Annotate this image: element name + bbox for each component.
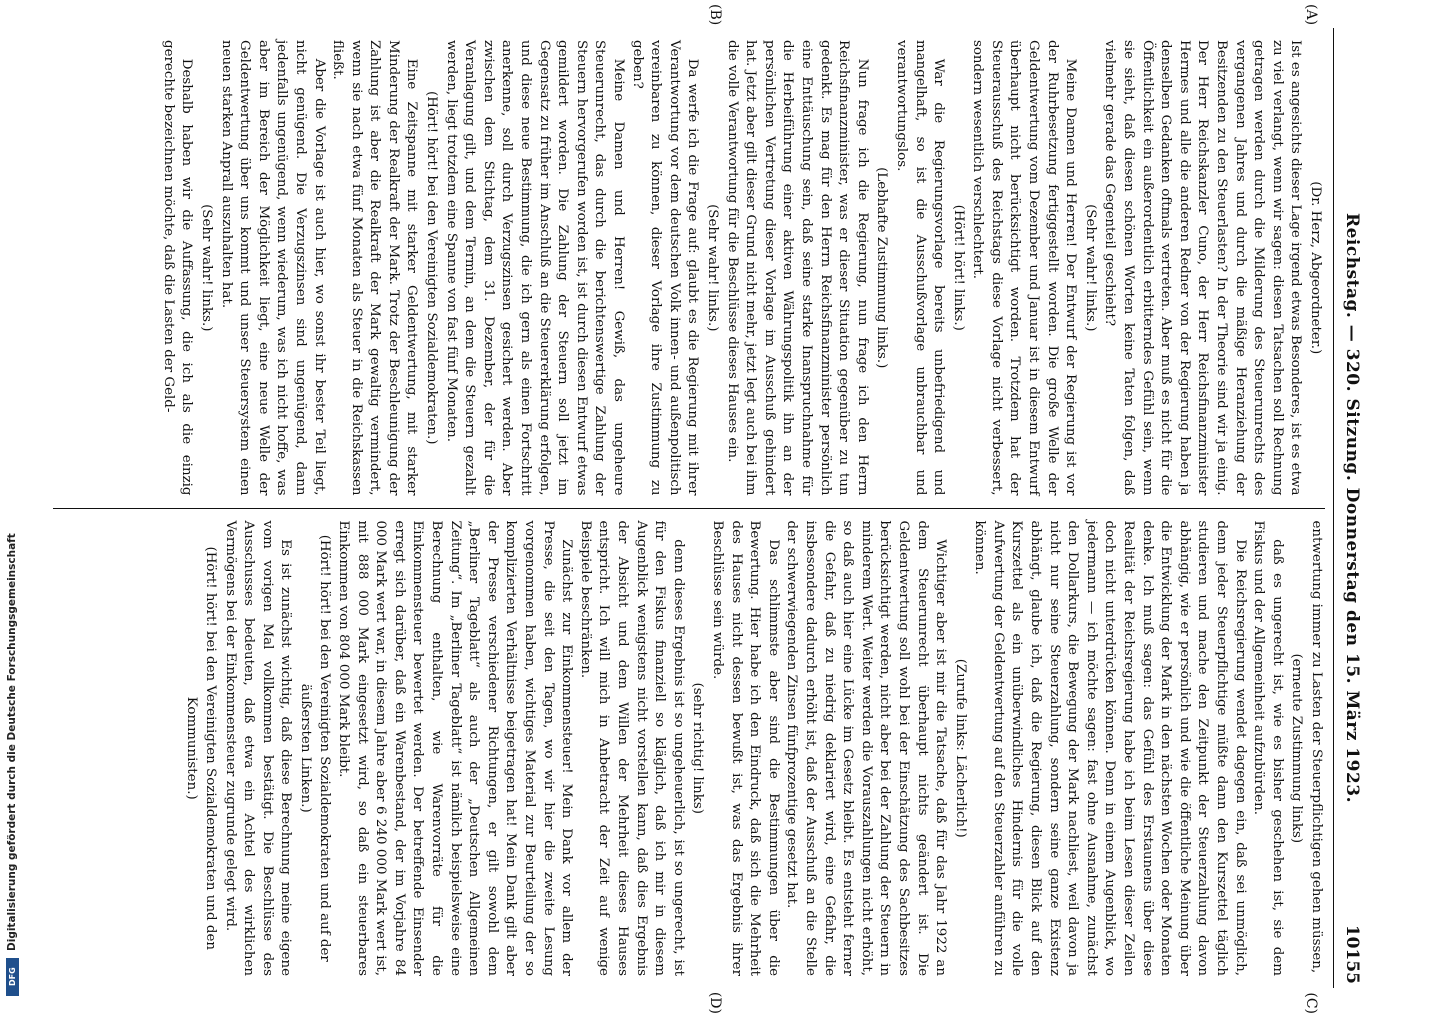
paragraph: (Sehr wahr! links.) bbox=[1082, 204, 1098, 332]
dfg-logo-icon: DFG bbox=[6, 958, 19, 996]
paragraph: Aber die Vorlage ist auch hier, wo sonst ihr bester Teil liegt, nicht genügend. Die Verzugszinsen sind ungenügend, dann jedenfalls ungenügend, wenn wiederum, was ich nicht hoffe, was aber im Bereich der Möglichkeit liegt, eine neue Welle der Geldentwertung über uns kommt und unser Steuersystem einen neuen starken Anprall auszuhalten hat. bbox=[218, 40, 327, 496]
page-header bbox=[1333, 28, 1372, 988]
paragraph: War die Regierungsvorlage bereits unbefriedigend und mangelhaft, so ist die Ausschußvorlage unbrauchbar und verantwortungslos. bbox=[893, 40, 947, 496]
paragraph: Die Reichsregierung wendet dagegen ein, daß sei unmöglich, denn jeder Steuerpflichtige müßte dann den Kurszettel täglich studieren und mache den Zeitpunkt der Steuerzahlung davon abhängig, wie er persönlich und wie die öffentliche Meinung über die Entwicklung der Mark in den nächsten Wochen oder Monaten denke. Ich muß sagen: das Gefühl des Erstaunens über diese Realität der Reichsregierung habe ich beim Lesen dieser Zeilen doch nicht unterdrücken können. Denn in einem Augenblick, wo jedermann — ich möchte sagen: fast ohne Ausnahme, zunächst den Dollarkurs, die Bewegung der Mark nachliest, weil davon ja nicht nur seine Steuerzahlung, sondern seine ganze Existenz abhängt, glaube ich, daß die Regierung, diesen Blick auf den Kurszettel als ein unüberwindliches Hindernis für die volle Aufwertung der Geldentwertung auf den Steuerzahler anführen zu können. bbox=[972, 520, 1248, 976]
paragraph: Es ist zunächst wichtig, daß diese Berechnung meine eigene vom vorigen Mal vollkommen bestätigt. Die Beschlüsse des Ausschusses bedeuten, daß etwa ein Achtel des wirklichen Vermögens bei der Einkommensteuer zugrunde gelegt wird. bbox=[222, 520, 294, 976]
paragraph: Wichtiger aber ist mir die Tatsache, daß für das Jahr 1922 an dem Steuerunrecht überhaupt nichts geändert ist. Die Geldentwertung soll wohl bei der Einschätzung des Sachbesitzes berücksichtigt werden, nicht aber bei der Zahlung der Steuern in minderem Wert. Weiter werden die Vorauszahlungen nicht erhöht, so daß auch hier eine Lücke im Gesetz bleibt. Es entsteht ferner die Gefahr, daß zu niedrig deklariert wird, eine Gefahr, die insbesondere dadurch erhöht ist, daß der Ausschuß an die Stelle der schwerwiegenden Zinsen fünfprozentige gesetzt hat. bbox=[784, 520, 949, 976]
margin-marker-c: (C) bbox=[1303, 992, 1319, 1014]
margin-marker-a: (A) bbox=[1303, 4, 1319, 26]
running-title: Reichstag. — 320. Sitzung. Donnerstag den 15. März 1923. bbox=[1342, 212, 1362, 804]
credit-text: Digitalisierung gefördert durch die Deutsche Forschungsgemeinschaft bbox=[6, 533, 18, 951]
digitization-credit bbox=[6, 6, 20, 996]
paragraph: Meine Damen und Herren! Der Entwurf der Regierung ist vor der Ruhrbesetzung fertiggestellt worden. Die große Welle der Geldentwertung vom Dezember und Januar ist in diesem Entwurf überhaupt nicht berücksichtigt worden. Trotzdem hat der Steuerausschuß des Reichstags diese Vorlage nicht verbessert, sondern wesentlich verschlechtert. bbox=[970, 40, 1079, 496]
paragraph: (Hört! hört! bei den Vereinigten Sozialdemokraten.) bbox=[424, 90, 440, 445]
paragraph: Ist es angesichts dieser Lage irgend etwas Besonderes, ist es etwa zu viel verlangt, wenn wir sagen: diesen Tatsachen soll Rechnung getragen werden durch die Milderung des Steuerunrechts des vergangenen Jahres und durch die mäßige Heranziehung der Besitzenden zu den Steuerlasten? In der Theorie sind wir ja einig. Der Herr Reichskanzler Cuno, der Herr Reichsfinanzminister Hermes und alle die anderen Redner von der Regierung haben ja denselben Gedanken oftmals vertreten. Aber muß es nicht für die Öffentlichkeit ein außerordentlich erbitterndes Gefühl sein, wenn sie sieht, daß diesen schönen Worten keine Taten folgen, daß vielmehr gerade das Gegenteil geschieht? bbox=[1102, 40, 1304, 496]
document-page bbox=[42, 4, 1372, 1014]
page-number: 10155 bbox=[1342, 924, 1362, 984]
paragraph: Das schlimmste aber sind die Bestimmungen über die Bewertung. Hier habe ich den Eindruck, daß sich die Mehrheit des Hauses nicht dessen bewußt ist, was das Ergebnis ihrer Beschlüsse sein würde. bbox=[710, 520, 781, 976]
paragraph: (erneute Zustimmung links) bbox=[1289, 653, 1305, 844]
paragraph: denn dieses Ergebnis ist so ungeheuerlich, ist so ungerecht, ist für den Fiskus finanziell so kläglich, daß ich mir in diesem Augenblick wenigstens nicht vorstellen kann, daß dies Ergebnis der Absicht und dem Willen der Mehrheit dieses Hauses entspricht. Ich will mich in Anbetracht der Zeit auf wenige Beispiele beschränken. bbox=[577, 520, 686, 976]
paragraph: (Sehr wahr! links.) bbox=[198, 204, 214, 332]
paragraph: Nun frage ich die Regierung, nun frage ich den Herrn Reichsfinanzminister, was er dieser Situation gegenüber zu tun gedenkt. Es mag für den Herrn Reichsfinanzminister persönlich eine Enttäuschung sein, daß seine starke Inanspruchnahme für die Herbeiführung einer aktiven Währungspolitik ihn an der persönlichen Vertretung dieser Vorlage im Ausschuß gehindert hat. Jetzt aber gilt dieser Grund nicht mehr, jetzt legt auch bei ihm die volle Verantwortung für die Beschlüsse dieses Hauses ein. bbox=[724, 40, 870, 496]
paragraph: (Lebhafte Zustimmung links.) bbox=[874, 167, 890, 369]
margin-marker-d: (D) bbox=[707, 991, 723, 1014]
paragraph: (Dr. Herz, Abgeordneter.) bbox=[1308, 181, 1323, 355]
margin-marker-b: (B) bbox=[707, 4, 723, 26]
paragraph: (Sehr wahr! links.) bbox=[705, 204, 720, 332]
paragraph: entwertung immer zu Lasten der Steuerpflichtigen gehen müssen, bbox=[1309, 520, 1324, 974]
text-columns bbox=[53, 4, 1333, 1014]
paragraph: (Hört! hört! bei den Vereinigten Sozialdemokraten und auf der äußersten Linken.) bbox=[297, 534, 332, 962]
left-column bbox=[53, 28, 1333, 508]
paragraph: daß es ungerecht ist, wie es bisher geschehen ist, sie dem Fiskus und der Allgemeinheit aufzubürden. bbox=[1251, 520, 1285, 976]
paragraph: Da werfe ich die Frage auf: glaubt es die Regierung mit ihrer Verantwortung vor dem deutschen Volk innen- und außenpolitisch vereinbaren zu können, dieser Vorlage ihre Zustimmung zu geben? bbox=[629, 40, 701, 496]
paragraph: Eine Zeitspanne mit starker Geldentwertung, mit starker Minderung der Realkraft der Mark. Trotz der Beschleunigung der Zahlung ist aber die Realkraft der Mark gewaltig vermindert, wenn sie nach etwa fünf Monaten als Steuer in die Reichskassen fließt. bbox=[330, 40, 420, 496]
paragraph: (Hört! hört! links.) bbox=[950, 204, 966, 331]
paragraph: (Zurufe links: Lächerlich!) bbox=[952, 658, 968, 838]
paragraph: Zunächst zur Einkommensteuer! Mein Dank vor allem der Presse, die seit den Tagen, wo wir hier die zweite Lesung vorgenommen haben, wichtiges Material zur Beurteilung der so komplizierten Verhältnisse beigetragen hat! Mein Dank gilt aber der Presse verschiedener Richtungen, er gilt sowohl dem „Berliner Tageblatt“ als auch der „Deutschen Allgemeinen Zeitung“. Im „Berliner Tageblatt“ ist nämlich beispielsweise eine Berechnung enthalten, wie Warenvorräte für die Einkommensteuer bewertet werden. Der betreffende Einsender erregt sich darüber, daß ein Warenbestand, der im Vorjahre 84 000 Mark wert war, in diesem Jahre aber 6 240 000 Mark wert ist, mit 888 000 Mark eingesetzt wird, so daß ein steuerbares Einkommen von 804 000 Mark bleibt. bbox=[336, 520, 575, 976]
paragraph: Deshalb haben wir die Auffassung, die ich als die einzig gerechte bezeichnen möchte, daß die Lasten der Geld- bbox=[160, 40, 195, 496]
paragraph: (Hört! hört! bei den Vereinigten Sozialdemokraten und den Kommunisten.) bbox=[184, 546, 218, 951]
paragraph: (sehr richtig! links) bbox=[690, 682, 706, 814]
right-column bbox=[53, 509, 1333, 989]
paragraph: Meine Damen und Herren! Gewiß, das ungeheure Steuerunrecht, das durch die berichtenswertige Zahlung der Steuern hervorgerufen worden ist, ist durch diesen Entwurf etwas gemildert worden. Die Zahlung der Steuern soll jetzt im Gegensatz zu früher im Anschluß an die Steuererklärung erfolgen, und diese neue Bestimmung, die ich gern als einen Fortschritt anerkenne, soll durch Verzugszinsen gesichert werden. Aber zwischen dem Stichtag, dem 31. Dezember, der für die Veranlagung gilt, und dem Termin, an dem die Steuern gezahlt werden, liegt trotzdem eine Spanne von fast fünf Monaten. bbox=[443, 40, 627, 496]
